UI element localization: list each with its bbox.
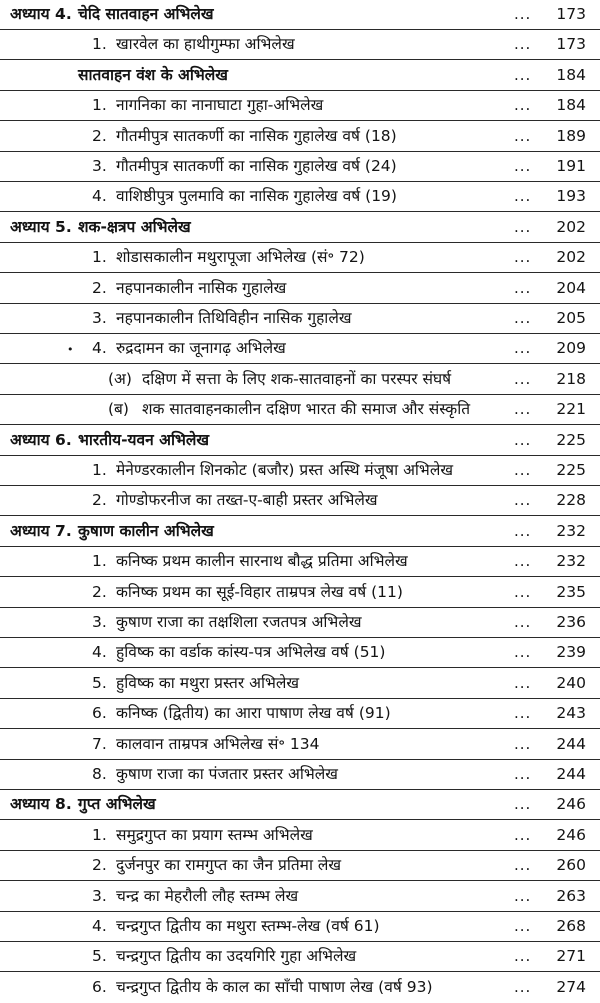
entry-title: कुषाण राजा का तक्षशिला रजतपत्र अभिलेख xyxy=(116,613,362,631)
entry-row xyxy=(0,730,600,760)
chapter-row xyxy=(0,213,600,243)
chapter-title: शक-क्षत्रप अभिलेख xyxy=(78,217,191,236)
page-number: 240 xyxy=(556,673,586,692)
subentry-row xyxy=(0,365,600,395)
chapter-title: भारतीय-यवन अभिलेख xyxy=(78,430,210,449)
page-number: 225 xyxy=(556,461,586,479)
entry-title: नहपानकालीन तिथिविहीन नासिक गुहालेख xyxy=(116,309,352,327)
entry-row xyxy=(0,152,600,182)
entry-row xyxy=(0,122,600,152)
page-number: 244 xyxy=(556,765,586,783)
entry-row xyxy=(0,821,600,851)
entry-title: कालवान ताम्रपत्र अभिलेख सं॰ 134 xyxy=(116,734,320,753)
entry-number: 2. xyxy=(92,582,107,601)
dot-leader: ... xyxy=(514,369,532,388)
dot-leader: ... xyxy=(514,461,532,479)
dot-leader: ... xyxy=(514,917,532,935)
dot-leader: ... xyxy=(514,96,532,115)
entry-number: 7. xyxy=(92,734,107,753)
entry-row xyxy=(0,699,600,729)
chapter-row xyxy=(0,0,600,30)
entry-number: 1. xyxy=(92,96,107,115)
chapter-number: अध्याय 4. xyxy=(10,5,72,23)
entry-number: 2. xyxy=(92,491,107,510)
chapter-number: अध्याय 5. xyxy=(10,217,72,236)
page-number: 232 xyxy=(556,552,586,571)
entry-number: 1. xyxy=(92,35,107,54)
entry-number: 5. xyxy=(92,947,107,966)
page-number: 204 xyxy=(556,278,586,297)
page-number: 184 xyxy=(556,65,586,84)
entry-number: 1. xyxy=(92,461,107,479)
page-number: 268 xyxy=(556,917,586,935)
dot-leader: ... xyxy=(514,795,532,814)
dot-leader: ... xyxy=(514,947,532,966)
page-number: 244 xyxy=(556,734,586,753)
entry-title: खारवेल का हाथीगुम्फा अभिलेख xyxy=(116,35,295,54)
dot-leader: ... xyxy=(514,886,532,905)
entry-row xyxy=(0,486,600,516)
section-row xyxy=(0,61,600,91)
entry-title: वाशिष्ठीपुत्र पुलमावि का नासिक गुहालेख वर्ष (19) xyxy=(116,187,397,206)
entry-row xyxy=(0,456,600,486)
subentry-row xyxy=(0,395,600,425)
chapter-number: अध्याय 6. xyxy=(10,430,72,449)
entry-title: शोडासकालीन मथुरापूजा अभिलेख (सं॰ 72) xyxy=(116,248,365,267)
entry-title: हुविष्क का वर्डाक कांस्य-पत्र अभिलेख वर्ष (51) xyxy=(116,643,386,662)
page-number: 205 xyxy=(556,309,586,327)
entry-row xyxy=(0,912,600,942)
entry-number: 4. xyxy=(92,917,107,935)
dot-leader: ... xyxy=(514,217,532,236)
section-title: सातवाहन वंश के अभिलेख xyxy=(78,65,228,84)
entry-title: मेनेण्डरकालीन शिनकोट (बजौर) प्रस्त अस्थि मंजूषा अभिलेख xyxy=(116,461,454,479)
entry-row xyxy=(0,91,600,121)
dot-leader: ... xyxy=(514,430,532,449)
entry-title: गौतमीपुत्र सातकर्णी का नासिक गुहालेख वर्ष (24) xyxy=(116,157,397,175)
entry-title: समुद्रगुप्त का प्रयाग स्तम्भ अभिलेख xyxy=(116,825,313,844)
page-number: 232 xyxy=(556,521,586,540)
entry-number: 6. xyxy=(92,704,107,723)
subentry-title: दक्षिण में सत्ता के लिए शक-सातवाहनों का परस्पर संघर्ष xyxy=(142,369,452,388)
subentry-marker: (ब) xyxy=(108,400,129,419)
page-number: 202 xyxy=(556,248,586,267)
page-number: 189 xyxy=(556,126,586,145)
entry-title: कनिष्क प्रथम का सूई-विहार ताम्रपत्र लेख वर्ष (11) xyxy=(116,582,403,601)
dot-leader: ... xyxy=(514,187,532,206)
page-number: 274 xyxy=(556,977,586,996)
dot-leader: ... xyxy=(514,977,532,996)
entry-number: 2. xyxy=(92,856,107,875)
page-number: 193 xyxy=(556,187,586,206)
page-number: 243 xyxy=(556,704,586,723)
entry-title: दुर्जनपुर का रामगुप्त का जैन प्रतिमा लेख xyxy=(116,856,342,875)
entry-title: कनिष्क (द्वितीय) का आरा पाषाण लेख वर्ष (91) xyxy=(116,704,391,723)
entry-row xyxy=(0,973,600,1003)
entry-number: 8. xyxy=(92,765,107,783)
margin-dot-mark: • xyxy=(67,343,74,357)
dot-leader: ... xyxy=(514,248,532,267)
entry-row xyxy=(0,851,600,881)
chapter-number: अध्याय 8. xyxy=(10,795,72,814)
dot-leader: ... xyxy=(514,704,532,723)
page-number: 173 xyxy=(556,5,586,23)
dot-leader: ... xyxy=(514,278,532,297)
entry-number: 2. xyxy=(92,126,107,145)
entry-number: 3. xyxy=(92,613,107,631)
dot-leader: ... xyxy=(514,400,532,419)
page-number: 202 xyxy=(556,217,586,236)
entry-row xyxy=(0,334,600,364)
entry-row xyxy=(0,942,600,972)
entry-title: गोण्डोफरनीज का तख्त-ए-बाही प्रस्तर अभिलेख xyxy=(116,491,378,510)
dot-leader: ... xyxy=(514,65,532,84)
page-number: 235 xyxy=(556,582,586,601)
dot-leader: ... xyxy=(514,5,532,23)
dot-leader: ... xyxy=(514,856,532,875)
page-number: 191 xyxy=(556,157,586,175)
entry-number: 1. xyxy=(92,552,107,571)
dot-leader: ... xyxy=(514,673,532,692)
page-number: 173 xyxy=(556,35,586,54)
dot-leader: ... xyxy=(514,825,532,844)
entry-row xyxy=(0,578,600,608)
chapter-title: गुप्त अभिलेख xyxy=(78,795,156,814)
dot-leader: ... xyxy=(514,35,532,54)
entry-row xyxy=(0,608,600,638)
entry-title: नागनिका का नानाघाटा गुहा-अभिलेख xyxy=(116,96,324,115)
dot-leader: ... xyxy=(514,552,532,571)
page-number: 228 xyxy=(556,491,586,510)
dot-leader: ... xyxy=(514,582,532,601)
dot-leader: ... xyxy=(514,309,532,327)
page-number: 246 xyxy=(556,825,586,844)
page-number: 221 xyxy=(556,400,586,419)
entry-title: रुद्रदामन का जूनागढ़ अभिलेख xyxy=(116,339,286,358)
page-number: 184 xyxy=(556,96,586,115)
page-number: 218 xyxy=(556,369,586,388)
page-number: 209 xyxy=(556,339,586,358)
dot-leader: ... xyxy=(514,491,532,510)
chapter-row xyxy=(0,517,600,547)
page-number: 239 xyxy=(556,643,586,662)
chapter-row xyxy=(0,790,600,820)
entry-number: 3. xyxy=(92,309,107,327)
entry-row xyxy=(0,182,600,212)
dot-leader: ... xyxy=(514,734,532,753)
entry-title: चन्द्रगुप्त द्वितीय का मथुरा स्तम्भ-लेख (वर्ष 61) xyxy=(116,917,380,935)
page-number: 260 xyxy=(556,856,586,875)
entry-title: चन्द्रगुप्त द्वितीय का उदयगिरि गुहा अभिलेख xyxy=(116,947,357,966)
chapter-row xyxy=(0,426,600,456)
dot-leader: ... xyxy=(514,521,532,540)
entry-row xyxy=(0,304,600,334)
chapter-number: अध्याय 7. xyxy=(10,521,72,540)
entry-row xyxy=(0,669,600,699)
page-number: 225 xyxy=(556,430,586,449)
dot-leader: ... xyxy=(514,126,532,145)
entry-title: चन्द्रगुप्त द्वितीय के काल का साँची पाषाण लेख (वर्ष 93) xyxy=(116,977,433,996)
entry-number: 6. xyxy=(92,977,107,996)
dot-leader: ... xyxy=(514,157,532,175)
chapter-title: चेदि सातवाहन अभिलेख xyxy=(78,5,214,23)
entry-number: 4. xyxy=(92,187,107,206)
chapter-title: कुषाण कालीन अभिलेख xyxy=(78,521,214,540)
subentry-marker: (अ) xyxy=(108,369,132,388)
entry-title: हुविष्क का मथुरा प्रस्तर अभिलेख xyxy=(116,673,300,692)
entry-number: 2. xyxy=(92,278,107,297)
entry-number: 4. xyxy=(92,643,107,662)
dot-leader: ... xyxy=(514,339,532,358)
page-number: 263 xyxy=(556,886,586,905)
entry-row xyxy=(0,274,600,304)
entry-number: 3. xyxy=(92,886,107,905)
entry-row xyxy=(0,638,600,668)
entry-title: कुषाण राजा का पंजतार प्रस्तर अभिलेख xyxy=(116,765,338,783)
entry-row xyxy=(0,30,600,60)
page-number: 271 xyxy=(556,947,586,966)
page-number: 236 xyxy=(556,613,586,631)
entry-title: कनिष्क प्रथम कालीन सारनाथ बौद्ध प्रतिमा अभिलेख xyxy=(116,552,408,571)
entry-row xyxy=(0,760,600,790)
dot-leader: ... xyxy=(514,643,532,662)
dot-leader: ... xyxy=(514,613,532,631)
entry-number: 5. xyxy=(92,673,107,692)
entry-number: 1. xyxy=(92,825,107,844)
entry-row xyxy=(0,547,600,577)
dot-leader: ... xyxy=(514,765,532,783)
subentry-title: शक सातवाहनकालीन दक्षिण भारत की समाज और संस्कृति xyxy=(142,400,471,419)
page-number: 246 xyxy=(556,795,586,814)
entry-number: 4. xyxy=(92,339,107,358)
entry-row xyxy=(0,882,600,912)
entry-title: चन्द्र का मेहरौली लौह स्तम्भ लेख xyxy=(116,886,299,905)
entry-title: गौतमीपुत्र सातकर्णी का नासिक गुहालेख वर्ष (18) xyxy=(116,126,397,145)
entry-number: 1. xyxy=(92,248,107,267)
entry-number: 3. xyxy=(92,157,107,175)
entry-title: नहपानकालीन नासिक गुहालेख xyxy=(116,278,287,297)
entry-row xyxy=(0,243,600,273)
